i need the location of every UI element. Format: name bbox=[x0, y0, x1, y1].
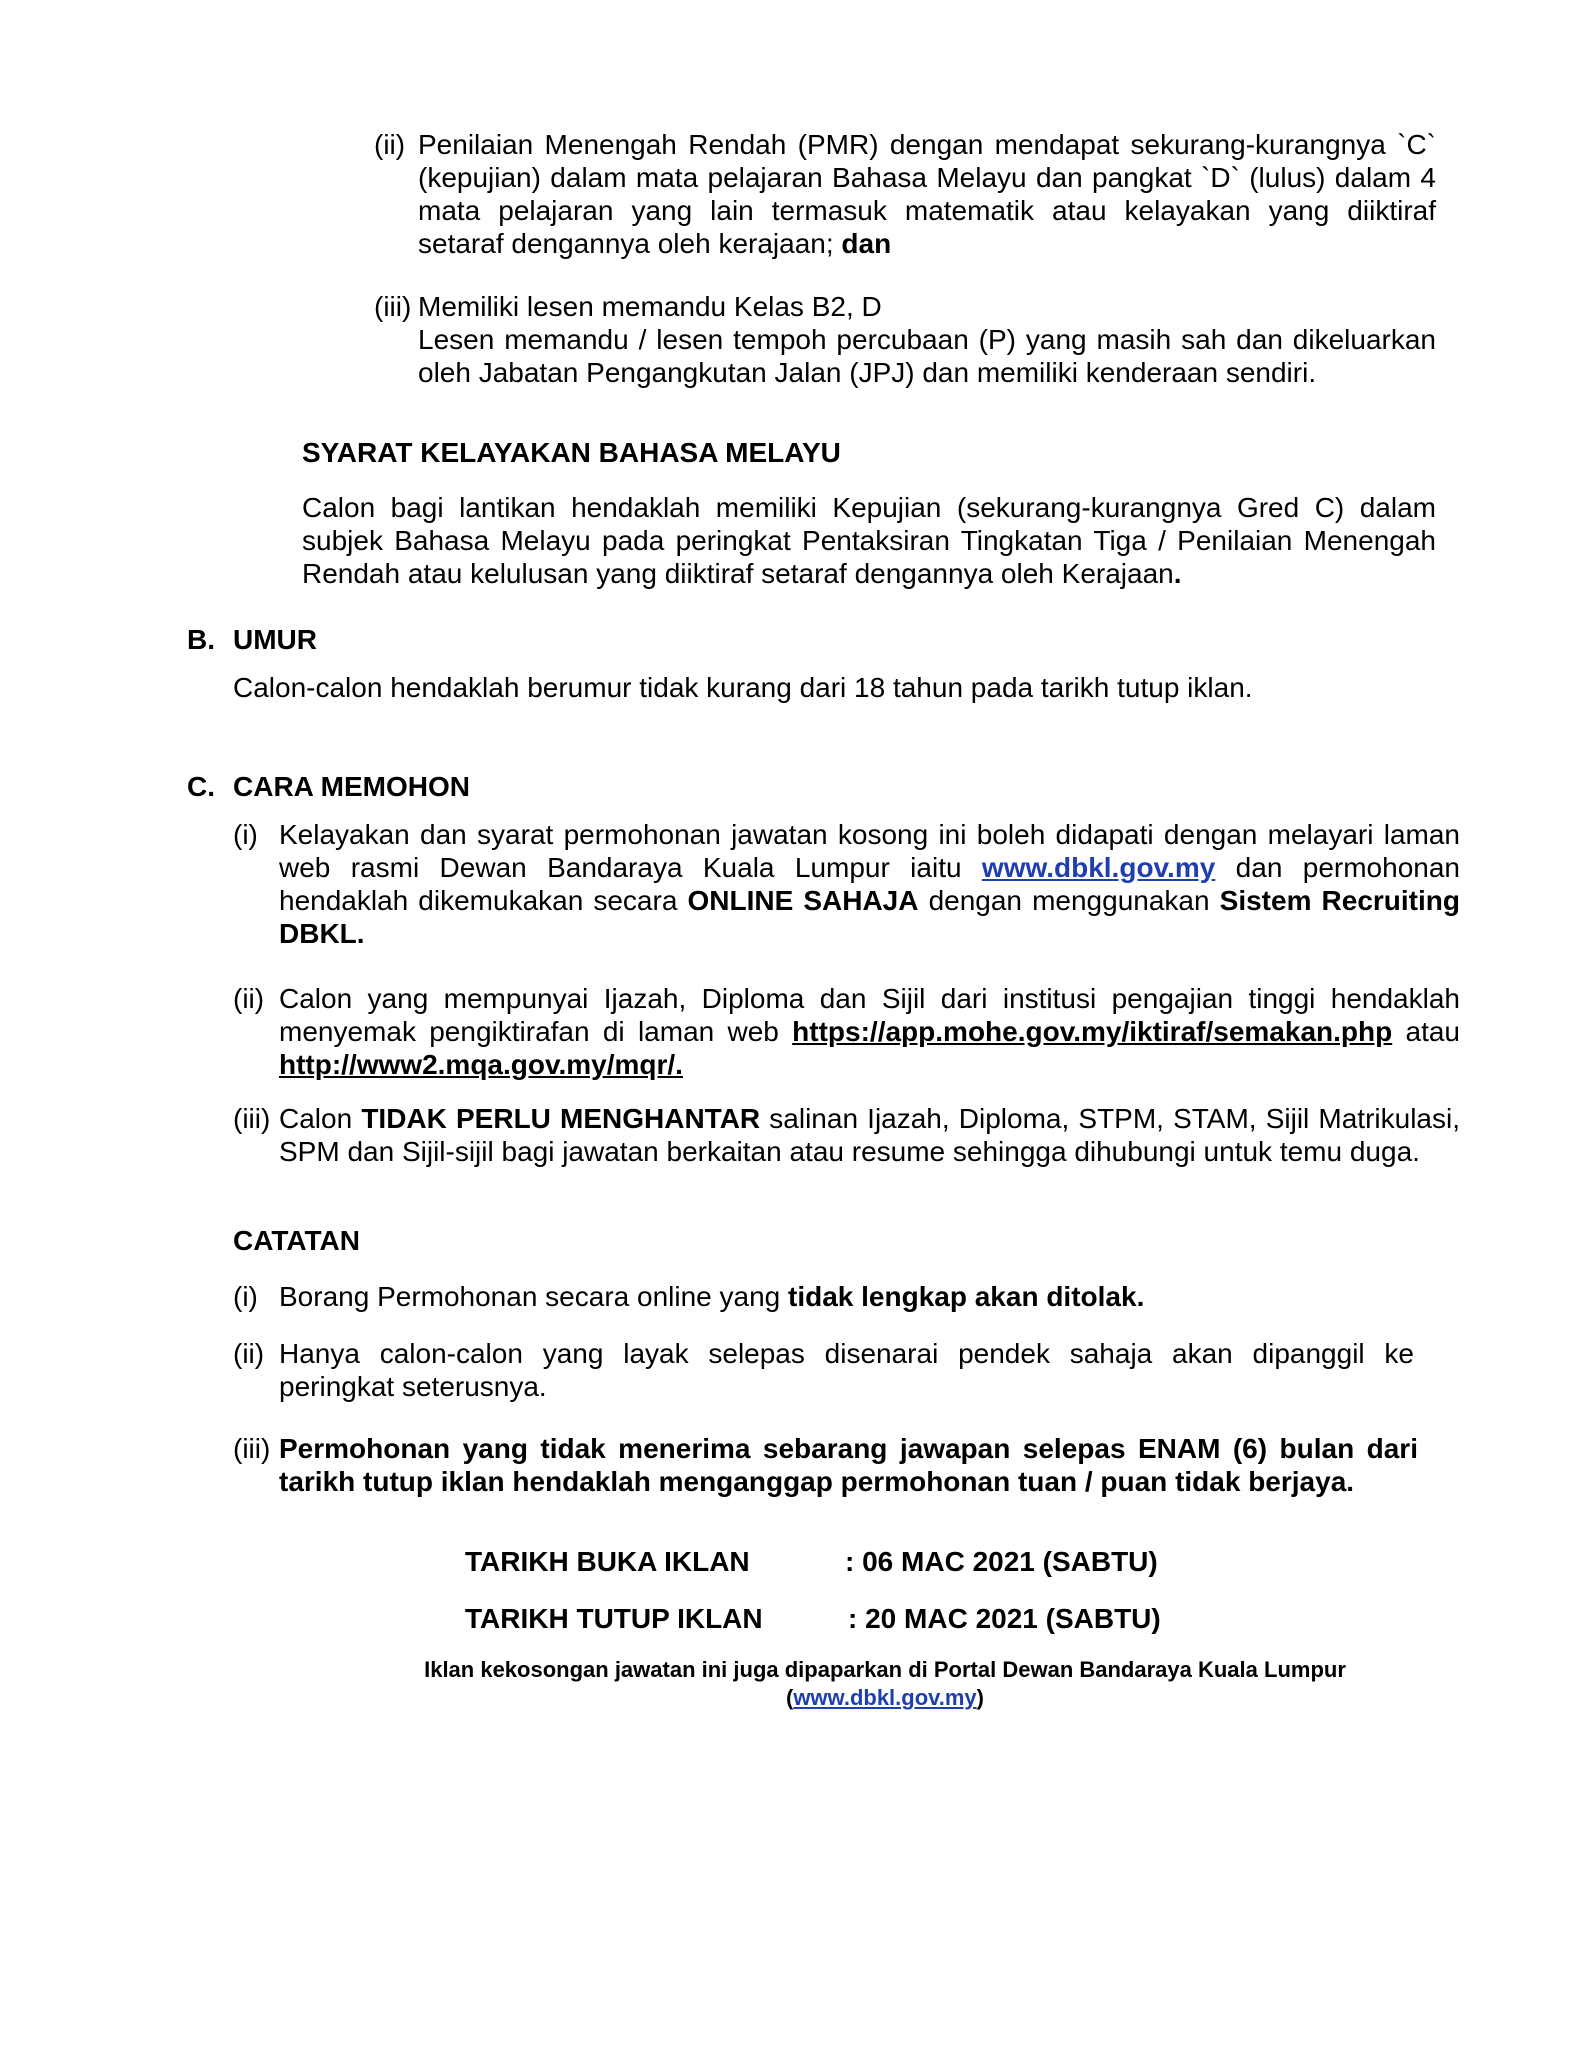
item-number: (ii) bbox=[233, 983, 265, 1014]
item-number: (ii) bbox=[233, 1338, 265, 1369]
item-number: (iii) bbox=[233, 1103, 271, 1134]
close-date-value: : 20 MAC 2021 (SABTU) bbox=[848, 1603, 1161, 1634]
section-heading-umur: UMUR bbox=[233, 624, 317, 655]
footer-note: Iklan kekosongan jawatan ini juga dipaparkan di Portal Dewan Bandaraya Kuala Lumpur (www.dbkl.gov.my) bbox=[405, 1656, 1365, 1712]
open-date-label: TARIKH BUKA IKLAN bbox=[465, 1546, 750, 1577]
syarat-bm-text: Calon bagi lantikan hendaklah memiliki Kepujian (sekurang-kurangnya Gred C) dalam subjek Bahasa Melayu pada peringkat Pentaksiran Tingkatan Tiga / Penilaian Menengah Rendah atau kelulusan yang diiktiraf setaraf dengannya oleh Kerajaan. bbox=[302, 492, 1436, 589]
footer-line: Iklan kekosongan jawatan ini juga dipaparkan di Portal Dewan Bandaraya Kuala Lumpur bbox=[424, 1657, 1346, 1682]
license-detail-text: Lesen memandu / lesen tempoh percubaan (P) yang masih sah dan dikeluarkan oleh Jabatan Pengangkutan Jalan (JPJ) dan memiliki kenderaan sendiri. bbox=[418, 324, 1436, 388]
dbkl-website-link[interactable]: www.dbkl.gov.my bbox=[981, 852, 1216, 883]
catatan-item-iii: (iii) Permohonan yang tidak menerima sebarang jawapan selepas ENAM (6) bulan dari tarikh tutup iklan hendaklah menganggap permohonan tuan / puan tidak berjaya. bbox=[233, 1433, 1418, 1497]
footer-dbkl-link[interactable]: www.dbkl.gov.my bbox=[793, 1685, 977, 1710]
cara-memohon-item-i: (i) Kelayakan dan syarat permohonan jawatan kosong ini boleh didapati dengan melayari laman web rasmi Dewan Bandaraya Kuala Lumpur iaitu www.dbkl.gov.my dan permohonan hendaklah dikemukakan secara ONLINE SAHAJA dengan menggunakan Sistem Recruiting DBKL. bbox=[233, 819, 1460, 949]
qualification-bold-suffix: dan bbox=[841, 228, 892, 259]
section-heading-syarat-bm: SYARAT KELAYAKAN BAHASA MELAYU bbox=[302, 437, 841, 468]
qualification-text: Penilaian Menengah Rendah (PMR) dengan mendapat sekurang-kurangnya `C` (kepujian) dalam mata pelajaran Bahasa Melayu dan pangkat `D` (lulus) dalam 4 mata pelajaran yang lain termasuk matematik atau kelayakan yang diiktiraf setaraf dengannya oleh kerajaan; bbox=[418, 129, 1436, 259]
cara-memohon-item-iii: (iii) Calon TIDAK PERLU MENGHANTAR salinan Ijazah, Diploma, STPM, STAM, Sijil Matrikulasi, SPM dan Sijil-sijil bagi jawatan berkaitan atau resume sehingga dihubungi untuk temu duga. bbox=[233, 1103, 1460, 1167]
catatan-item-ii: (ii) Hanya calon-calon yang layak selepas disenarai pendek sahaja akan dipanggil ke peringkat seterusnya. bbox=[233, 1338, 1414, 1402]
catatan-item-i: (i) Borang Permohonan secara online yang tidak lengkap akan ditolak. bbox=[233, 1281, 1145, 1312]
item-number: (ii) bbox=[374, 129, 406, 160]
close-date-label: TARIKH TUTUP IKLAN bbox=[465, 1603, 763, 1634]
item-number: (iii) bbox=[374, 291, 412, 322]
section-letter-b: B. bbox=[187, 624, 215, 655]
section-letter-c: C. bbox=[187, 771, 215, 802]
mohe-iktiraf-link[interactable]: https://app.mohe.gov.my/iktiraf/semakan.php bbox=[792, 1016, 1393, 1047]
item-number: (i) bbox=[233, 819, 258, 850]
umur-text: Calon-calon hendaklah berumur tidak kurang dari 18 tahun pada tarikh tutup iklan. bbox=[233, 672, 1253, 703]
item-number: (i) bbox=[233, 1281, 258, 1312]
section-heading-cara-memohon: CARA MEMOHON bbox=[233, 771, 470, 802]
open-date-value: : 06 MAC 2021 (SABTU) bbox=[845, 1546, 1158, 1577]
cara-memohon-item-ii: (ii) Calon yang mempunyai Ijazah, Diploma dan Sijil dari institusi pengajian tinggi hendaklah menyemak pengiktirafan di laman web https://app.mohe.gov.my/iktiraf/semakan.php atau http://www2.mqa.gov.my/mqr/. bbox=[233, 983, 1460, 1080]
license-class-line: Memiliki lesen memandu Kelas B2, D bbox=[418, 291, 882, 322]
qualification-item-iii bbox=[374, 290, 1436, 389]
item-number: (iii) bbox=[233, 1433, 271, 1464]
section-heading-catatan: CATATAN bbox=[233, 1225, 360, 1256]
qualification-item-ii bbox=[374, 128, 1436, 260]
mqa-mqr-link[interactable]: http://www2.mqa.gov.my/mqr/. bbox=[279, 1049, 683, 1080]
